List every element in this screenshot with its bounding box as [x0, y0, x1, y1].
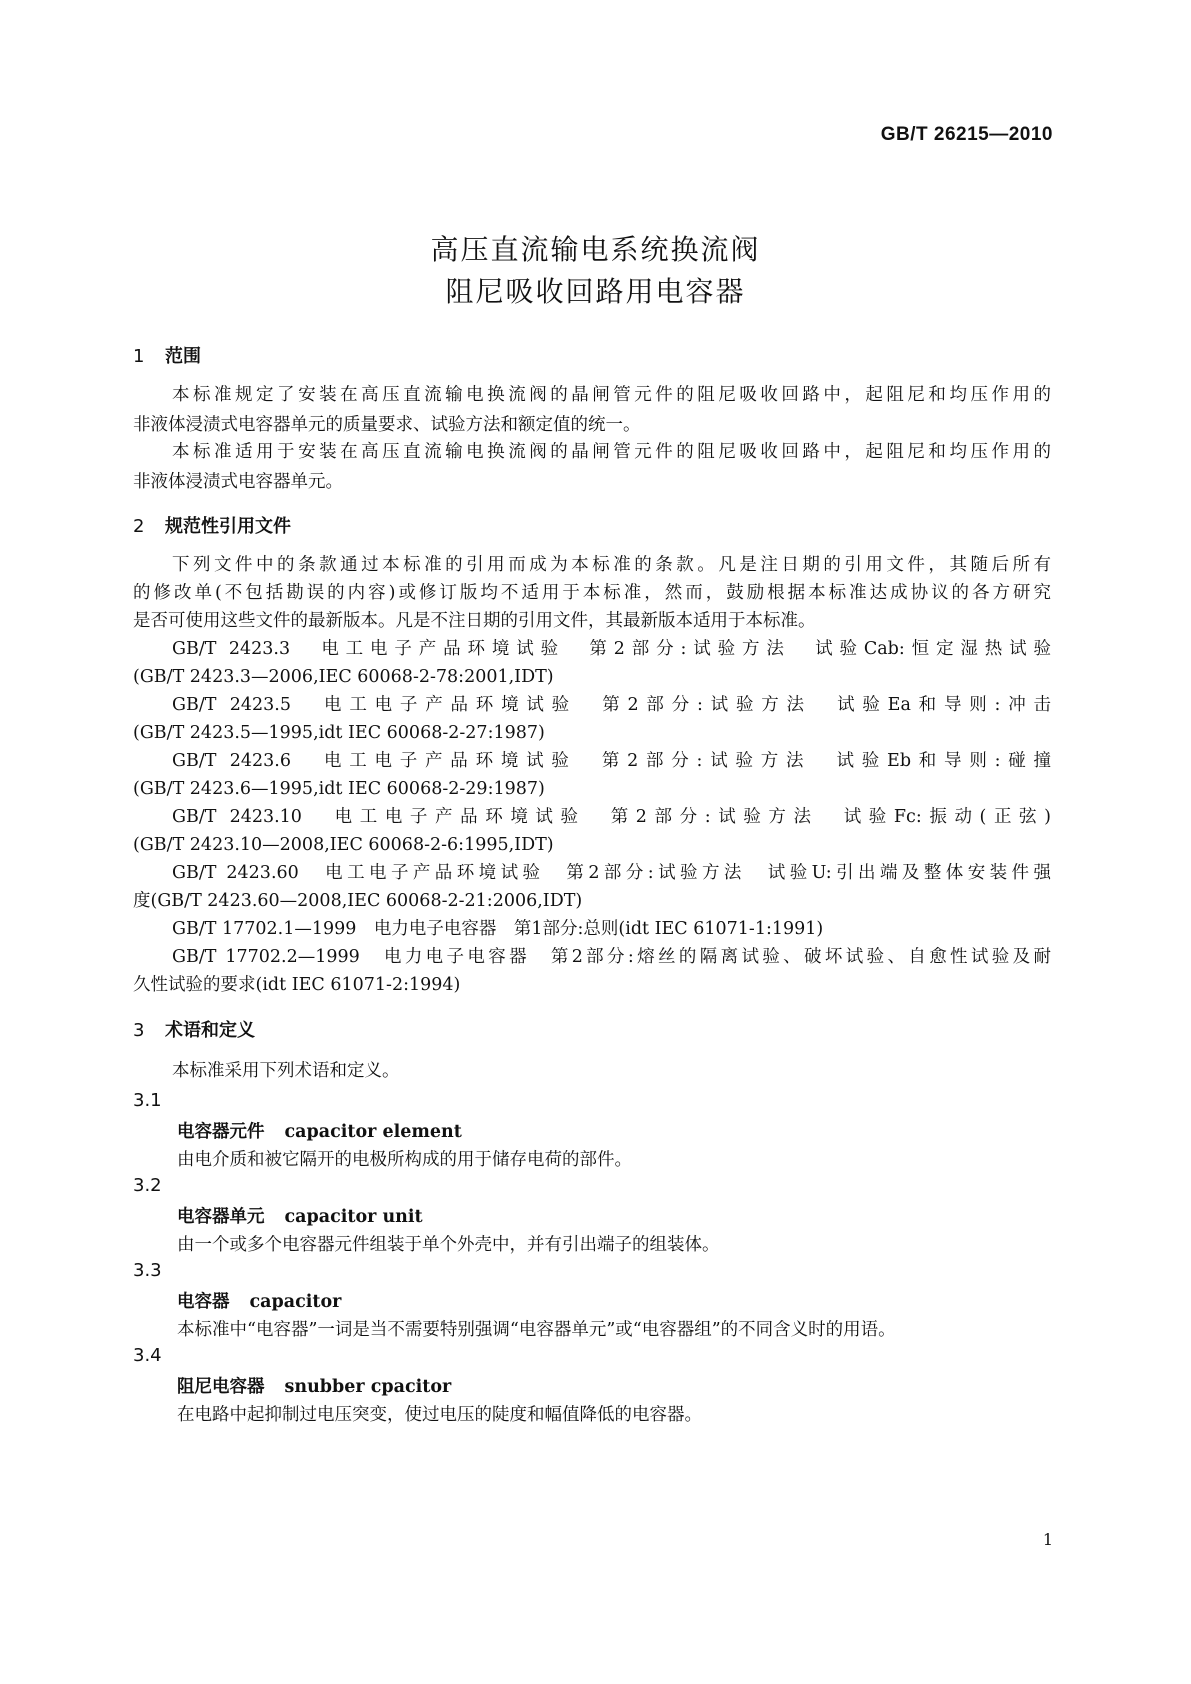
term-chinese: 阻尼电容器: [177, 1377, 265, 1397]
term-english: capacitor unit: [284, 1207, 423, 1227]
document-title-line-1: 高压直流输电系统换流阀: [430, 233, 761, 266]
term-title: [177, 1288, 341, 1313]
term-title: [177, 1373, 451, 1398]
reference-line: GB/T 2423.60 电工电子产品环境试验 第2部分:试验方法 试验U:引出端及整体安装件强: [172, 863, 1051, 883]
term-number: 3.3: [133, 1260, 162, 1281]
reference-line: GB/T 2423.6 电工电子产品环境试验 第2部分:试验方法 试验Eb和导则:碰撞: [172, 751, 1051, 771]
paragraph-line: 是否可使用这些文件的最新版本。凡是不注日期的引用文件，其最新版本适用于本标准。: [133, 611, 816, 631]
section-2-heading: [133, 512, 291, 538]
section-title: 范围: [165, 346, 201, 367]
reference-line: (GB/T 2423.10—2008,IEC 60068-2-6:1995,IDT): [133, 835, 554, 855]
term-chinese: 电容器元件: [177, 1122, 265, 1142]
term-number: 3.1: [133, 1090, 162, 1111]
term-number: 3.4: [133, 1345, 162, 1366]
reference-line: (GB/T 2423.6—1995,idt IEC 60068-2-29:1987): [133, 779, 545, 799]
reference-line: GB/T 2423.10 电工电子产品环境试验 第2部分:试验方法 试验Fc:振动(正弦): [172, 807, 1051, 827]
term-number: 3.2: [133, 1175, 162, 1196]
term-definition: 本标准中“电容器”一词是当不需要特别强调“电容器单元”或“电容器组”的不同含义时的用语。: [177, 1320, 896, 1340]
term-english: capacitor: [249, 1292, 342, 1312]
paragraph-line: 本标准采用下列术语和定义。: [172, 1061, 400, 1081]
paragraph-line: 非液体浸渍式电容器单元。: [133, 472, 343, 492]
term-title: [177, 1203, 423, 1228]
section-title: 规范性引用文件: [165, 516, 291, 537]
section-number: 3: [133, 1020, 145, 1041]
section-3-heading: [133, 1016, 255, 1042]
reference-line: 度(GB/T 2423.60—2008,IEC 60068-2-21:2006,IDT): [133, 891, 583, 911]
reference-line: GB/T 17702.1—1999 电力电子电容器 第1部分:总则(idt IEC 61071-1:1991): [172, 919, 824, 939]
term-chinese: 电容器: [177, 1292, 230, 1312]
term-english: snubber cpacitor: [284, 1377, 452, 1397]
reference-line: (GB/T 2423.5—1995,idt IEC 60068-2-27:1987): [133, 723, 545, 743]
reference-line: 久性试验的要求(idt IEC 61071-2:1994): [133, 975, 461, 995]
section-number: 1: [133, 346, 145, 367]
paragraph-line: 的修改单(不包括勘误的内容)或修订版均不适用于本标准，然而，鼓励根据本标准达成协议的各方研究: [133, 583, 1051, 603]
paragraph-line: 下列文件中的条款通过本标准的引用而成为本标准的条款。凡是注日期的引用文件，其随后所有: [172, 555, 1051, 575]
reference-line: GB/T 17702.2—1999 电力电子电容器 第2部分:熔丝的隔离试验、破坏试验、自愈性试验及耐: [172, 947, 1051, 967]
reference-line: (GB/T 2423.3—2006,IEC 60068-2-78:2001,IDT): [133, 667, 554, 687]
term-definition: 由一个或多个电容器元件组装于单个外壳中，并有引出端子的组装体。: [177, 1235, 720, 1255]
term-definition: 在电路中起抑制过电压突变，使过电压的陡度和幅值降低的电容器。: [177, 1405, 702, 1425]
paragraph-line: 本标准适用于安装在高压直流输电换流阀的晶闸管元件的阻尼吸收回路中，起阻尼和均压作用的: [172, 442, 1051, 462]
paragraph-line: 非液体浸渍式电容器单元的质量要求、试验方法和额定值的统一。: [133, 415, 641, 435]
term-definition: 由电介质和被它隔开的电极所构成的用于储存电荷的部件。: [177, 1150, 632, 1170]
reference-line: GB/T 2423.5 电工电子产品环境试验 第2部分:试验方法 试验Ea和导则:冲击: [172, 695, 1051, 715]
document-title-line-2: 阻尼吸收回路用电容器: [445, 275, 746, 308]
term-title: [177, 1118, 462, 1143]
section-title: 术语和定义: [165, 1020, 255, 1041]
term-chinese: 电容器单元: [177, 1207, 265, 1227]
reference-line: GB/T 2423.3 电工电子产品环境试验 第2部分:试验方法 试验Cab:恒定湿热试验: [172, 639, 1051, 659]
term-english: capacitor element: [284, 1122, 462, 1142]
section-1-heading: [133, 342, 201, 368]
page-number: 1: [1042, 1530, 1053, 1549]
paragraph-line: 本标准规定了安装在高压直流输电换流阀的晶闸管元件的阻尼吸收回路中，起阻尼和均压作用的: [172, 385, 1051, 405]
section-number: 2: [133, 516, 145, 537]
standard-number: GB/T 26215—2010: [880, 124, 1053, 145]
